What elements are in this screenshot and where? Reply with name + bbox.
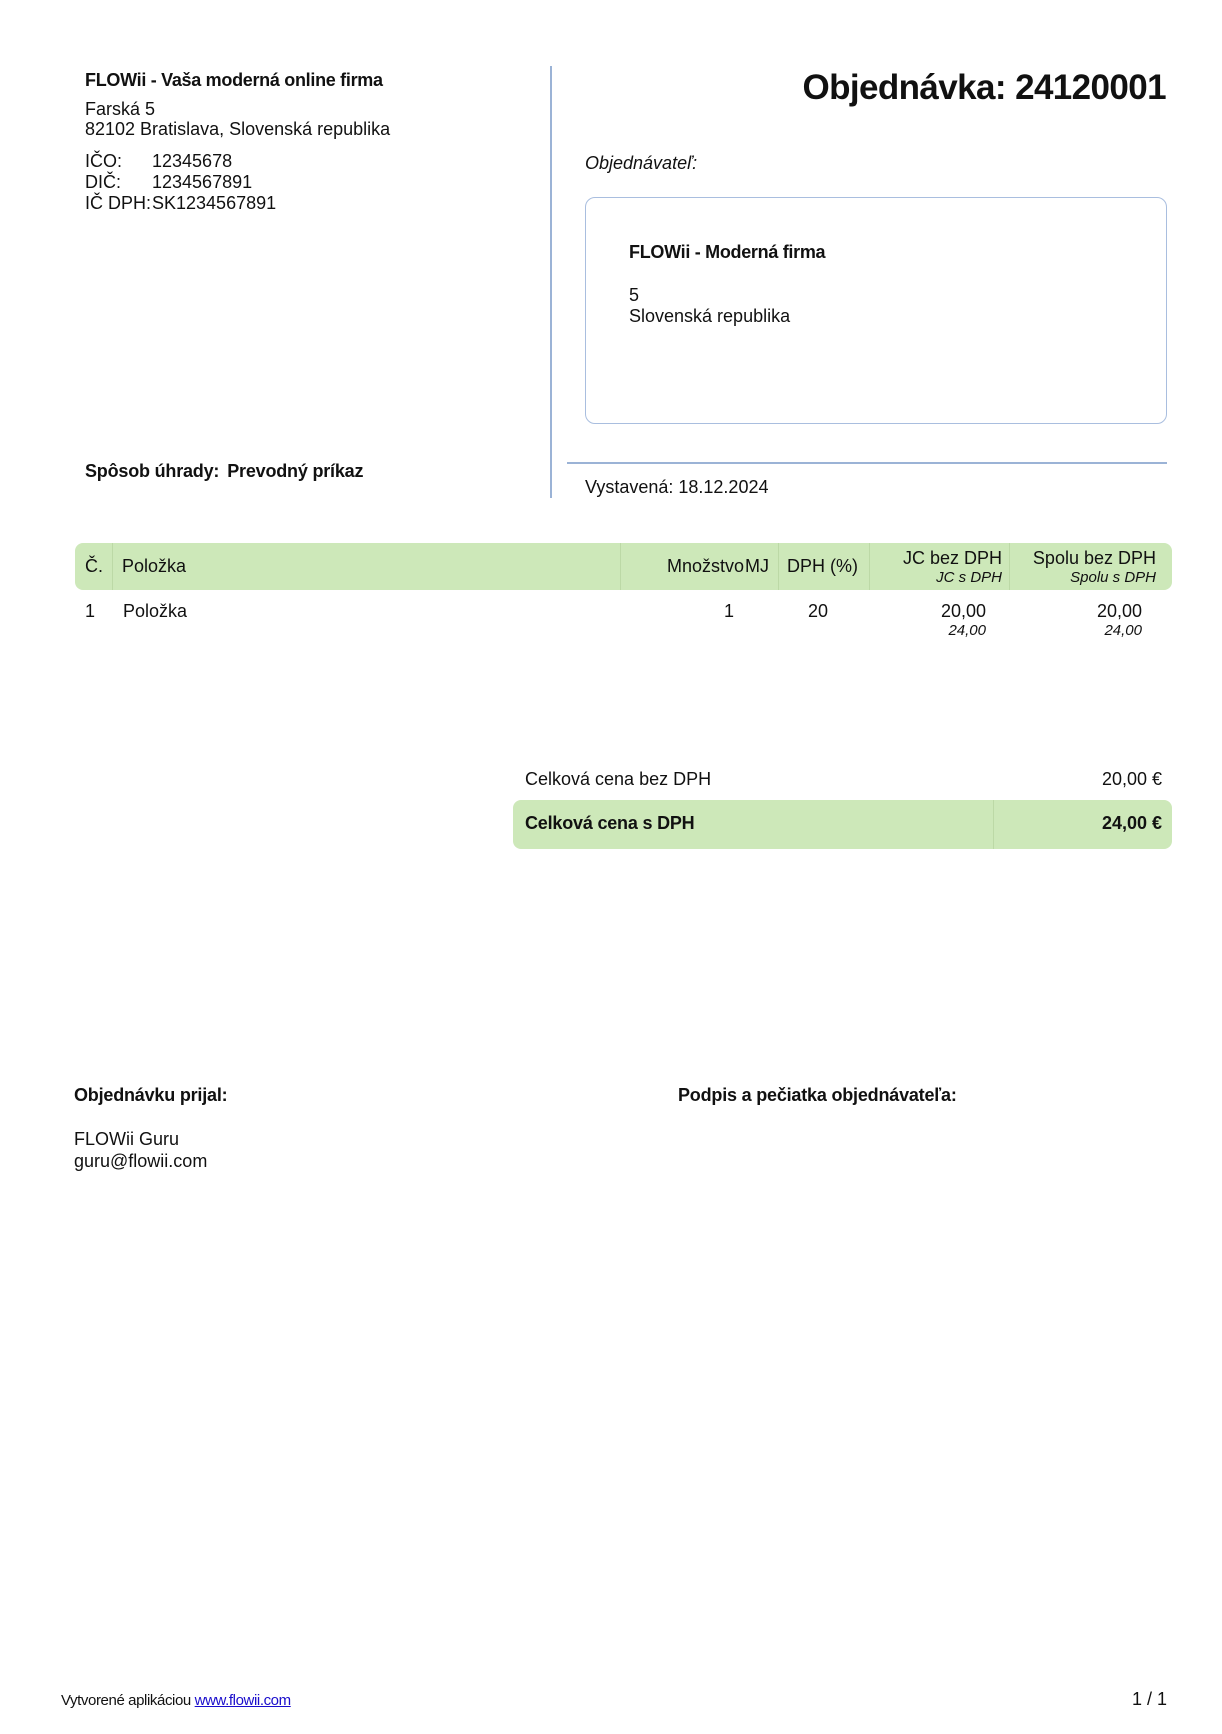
header-unit-label: MJ bbox=[745, 556, 769, 576]
row-no: 1 bbox=[85, 601, 96, 621]
header-total-label: Spolu bez DPH bbox=[1032, 547, 1156, 568]
row-vat: 20 bbox=[808, 601, 829, 621]
buyer-label: Objednávateľ: bbox=[585, 153, 698, 173]
buyer-country: Slovenská republika bbox=[629, 306, 791, 326]
items-table-header bbox=[75, 543, 1172, 590]
row-unit-price-vat: 24,00 bbox=[948, 622, 986, 639]
footer-link[interactable]: www.flowii.com bbox=[194, 1692, 291, 1709]
received-by-name: FLOWii Guru bbox=[74, 1129, 180, 1149]
footer-credit bbox=[61, 1692, 291, 1709]
supplier-dic-row bbox=[85, 172, 252, 193]
supplier-name: FLOWii - Vaša moderná online firma bbox=[85, 70, 383, 90]
payment-value: Prevodný príkaz bbox=[227, 461, 364, 481]
supplier-street: Farská 5 bbox=[85, 99, 156, 119]
header-separator bbox=[620, 543, 621, 590]
buyer-street: 5 bbox=[629, 285, 640, 305]
payment-label: Spôsob úhrady: bbox=[85, 461, 220, 481]
header-qty-label: Množstvo bbox=[667, 556, 745, 576]
supplier-ico-label: IČO: bbox=[85, 151, 123, 171]
header-no bbox=[85, 543, 103, 590]
supplier-dic-value: 1234567891 bbox=[152, 172, 253, 192]
header-vat-label: DPH (%) bbox=[787, 556, 858, 576]
header-item-label: Položka bbox=[122, 556, 187, 576]
total-separator bbox=[993, 800, 994, 849]
supplier-city: 82102 Bratislava, Slovenská republika bbox=[85, 119, 391, 139]
supplier-ico-row bbox=[85, 151, 232, 172]
row-unit-price: 20,00 bbox=[940, 601, 986, 621]
received-by-label: Objednávku prijal: bbox=[74, 1085, 228, 1105]
header-vat bbox=[787, 543, 858, 590]
header-unit-price-label: JC bez DPH bbox=[902, 547, 1002, 568]
header-unit bbox=[745, 543, 769, 590]
header-qty bbox=[667, 543, 744, 590]
payment-method bbox=[85, 461, 363, 482]
received-by-email: guru@flowii.com bbox=[74, 1151, 208, 1171]
header-separator bbox=[112, 543, 113, 590]
supplier-ico-value: 12345678 bbox=[152, 151, 233, 171]
footer-credit-text: Vytvorené aplikáciou bbox=[61, 1692, 191, 1709]
header-no-label: Č. bbox=[85, 556, 103, 576]
header-unit-price-vat-label: JC s DPH bbox=[936, 568, 1002, 586]
total-incl-vat-value: 24,00 € bbox=[1101, 813, 1162, 833]
total-excl-vat-label: Celková cena bez DPH bbox=[525, 769, 712, 789]
header-total bbox=[1033, 543, 1156, 590]
horizontal-divider bbox=[567, 462, 1167, 464]
header-item bbox=[122, 543, 186, 590]
page-number: 1 / 1 bbox=[1131, 1689, 1167, 1709]
buyer-name: FLOWii - Moderná firma bbox=[629, 242, 826, 262]
row-qty: 1 bbox=[724, 601, 735, 621]
header-separator bbox=[1009, 543, 1010, 590]
total-incl-vat-label: Celková cena s DPH bbox=[525, 813, 695, 833]
vertical-divider bbox=[550, 66, 552, 498]
supplier-icdph-value: SK1234567891 bbox=[152, 193, 277, 213]
total-excl-vat-value: 20,00 € bbox=[1101, 769, 1162, 789]
supplier-icdph-label: IČ DPH: bbox=[85, 193, 152, 213]
row-total-vat: 24,00 bbox=[1104, 622, 1142, 639]
order-title: Objednávka: 24120001 bbox=[802, 68, 1166, 107]
header-separator bbox=[778, 543, 779, 590]
supplier-icdph-row bbox=[85, 193, 276, 214]
row-total: 20,00 bbox=[1096, 601, 1142, 621]
header-separator bbox=[869, 543, 870, 590]
row-item: Položka bbox=[123, 601, 188, 621]
supplier-dic-label: DIČ: bbox=[85, 172, 121, 192]
header-unit-price bbox=[903, 543, 1002, 590]
signature-stamp-label: Podpis a pečiatka objednávateľa: bbox=[678, 1085, 957, 1105]
header-total-vat-label: Spolu s DPH bbox=[1070, 568, 1156, 586]
issued-date: Vystavená: 18.12.2024 bbox=[585, 477, 769, 497]
